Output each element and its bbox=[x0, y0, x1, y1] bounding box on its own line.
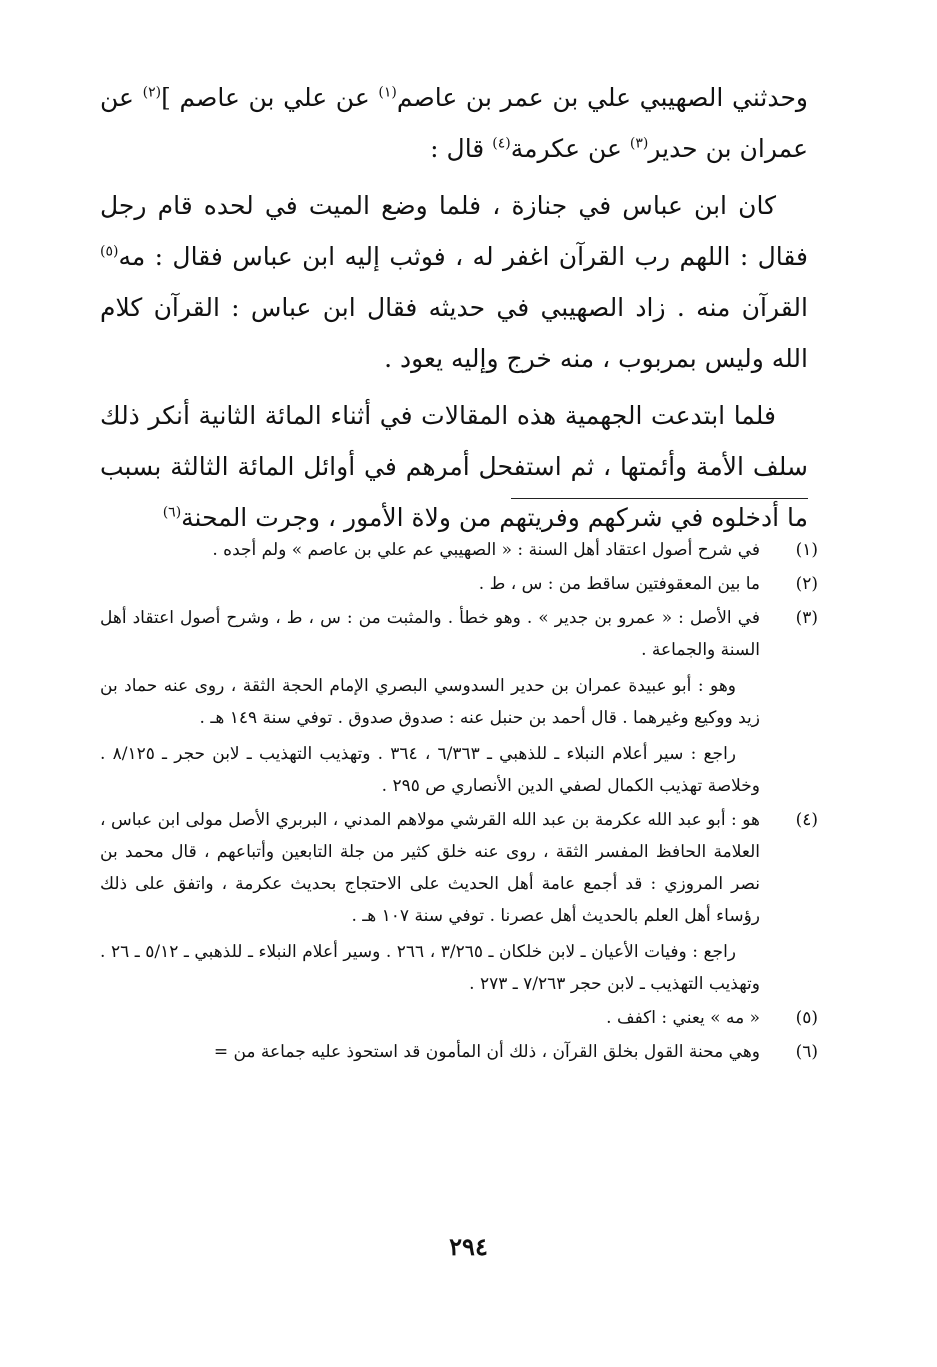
footnote-text: في شرح أصول اعتقاد أهل السنة : « الصهيبي عم علي بن عاصم » ولم أجده . bbox=[212, 540, 760, 560]
footnote-text: « مه » يعني : اكفف . bbox=[606, 1008, 760, 1028]
footnote-text: وهي محنة القول بخلق القرآن ، ذلك أن المأمون قد استحوذ عليه جماعة من = bbox=[213, 1042, 760, 1062]
footnote-ref-4: (٤) bbox=[492, 135, 511, 152]
footnote-number: (٤) bbox=[795, 810, 818, 830]
footnote-references: راجع : سير أعلام النبلاء ـ للذهبي ـ ٦/٣٦٣ ، ٣٦٤ . وتهذيب التهذيب ـ لابن حجر ـ ٨/١٢٥ . وخلاصة تهذيب الكمال لصفي الدين الأنصاري ص ٢٩٥ . bbox=[100, 744, 760, 796]
footnote-biography: وهو : أبو عبيدة عمران بن حدير السدوسي البصري الإمام الحجة الثقة ، روى عنه حماد بن زيد ووكيع وغيرهما . قال أحمد بن حنبل عنه : صدوق صدوق . توفي سنة ١٤٩ هـ . bbox=[100, 676, 760, 728]
footnote-ref-1: (١) bbox=[378, 84, 397, 101]
paragraph-3: فلما ابتدعت الجهمية هذه المقالات في أثناء المائة الثانية أنكر ذلك سلف الأمة وأئمتها ، ثم استفحل أمرهم في أوائل المائة الثالثة بسبب ما أدخلوه في شركهم وفريتهم من ولاة الأمور ، وجرت المحنة$^{(٦)}$ bbox=[100, 401, 808, 532]
footnotes-block bbox=[100, 534, 818, 1070]
paragraph-1: وحدثني الصهيبي علي بن عمر بن عاصم$^{(١)}$ عن علي بن عاصم ]$^{(٢)}$ عن عمران بن حدير$^{(٣)}$ عن عكرمة$^{(٤)}$ قال : bbox=[100, 83, 808, 163]
footnote-text: في الأصل : « عمرو بن جدير » . وهو خطأ . والمثبت من : س ، ط ، وشرح أصول اعتقاد أهل السنة والجماعة . bbox=[100, 608, 760, 660]
footnote-ref-6: (٦) bbox=[162, 504, 182, 521]
footnote-1 bbox=[100, 534, 818, 566]
footnote-number: (٥) bbox=[795, 1008, 818, 1028]
footnote-5 bbox=[100, 1002, 818, 1034]
footnote-number: (٦) bbox=[795, 1042, 818, 1062]
paragraph-2: كان ابن عباس في جنازة ، فلما وضع الميت في لحده قام رجل فقال : اللهم رب القرآن اغفر له ، فوثب إليه ابن عباس فقال : مه$^{(٥)}$ القرآن منه . زاد الصهيبي في حديثه فقال ابن عباس : القرآن كلام الله وليس بمربوب ، منه خرج وإليه يعود . bbox=[100, 191, 808, 373]
footnote-4 bbox=[100, 804, 818, 1000]
footnote-ref-5: (٥) bbox=[100, 243, 119, 260]
footnote-text: ما بين المعقوفتين ساقط من : س ، ط . bbox=[478, 574, 760, 594]
footnote-6 bbox=[100, 1036, 818, 1068]
footnote-references: راجع : وفيات الأعيان ـ لابن خلكان ـ ٣/٢٦٥ ، ٢٦٦ . وسير أعلام النبلاء ـ للذهبي ـ ٥/١٢ ـ ٢٦ . وتهذيب التهذيب ـ لابن حجر ٧/٢٦٣ ـ ٢٧٣ . bbox=[100, 942, 760, 994]
footnote-text: هو : أبو عبد الله عكرمة بن عبد الله القرشي مولاهم المدني ، البربري الأصل مولى ابن عباس ، العلامة الحافظ المفسر الثقة ، روى عنه خلق كثير من جلة التابعين وأتباعهم ، قال محمد بن نصر المروزي : قد أجمع عامة أهل الحديث على الاحتجاج بحديث عكرمة ، واتفق على ذلك رؤساء أهل العلم بالحديث أهل عصرنا . توفي سنة ١٠٧ هـ . bbox=[100, 810, 760, 926]
footnote-ref-3: (٣) bbox=[629, 135, 649, 152]
footnote-number: (٢) bbox=[795, 574, 818, 594]
footnote-number: (٣) bbox=[795, 608, 818, 628]
footnote-ref-2: (٢) bbox=[142, 84, 162, 101]
page-number: ٢٩٤ bbox=[449, 1232, 488, 1261]
footnote-2 bbox=[100, 568, 818, 600]
footnote-divider bbox=[511, 498, 808, 499]
footnote-number: (١) bbox=[795, 540, 818, 560]
footnote-3 bbox=[100, 602, 818, 802]
main-text-block bbox=[100, 72, 808, 549]
